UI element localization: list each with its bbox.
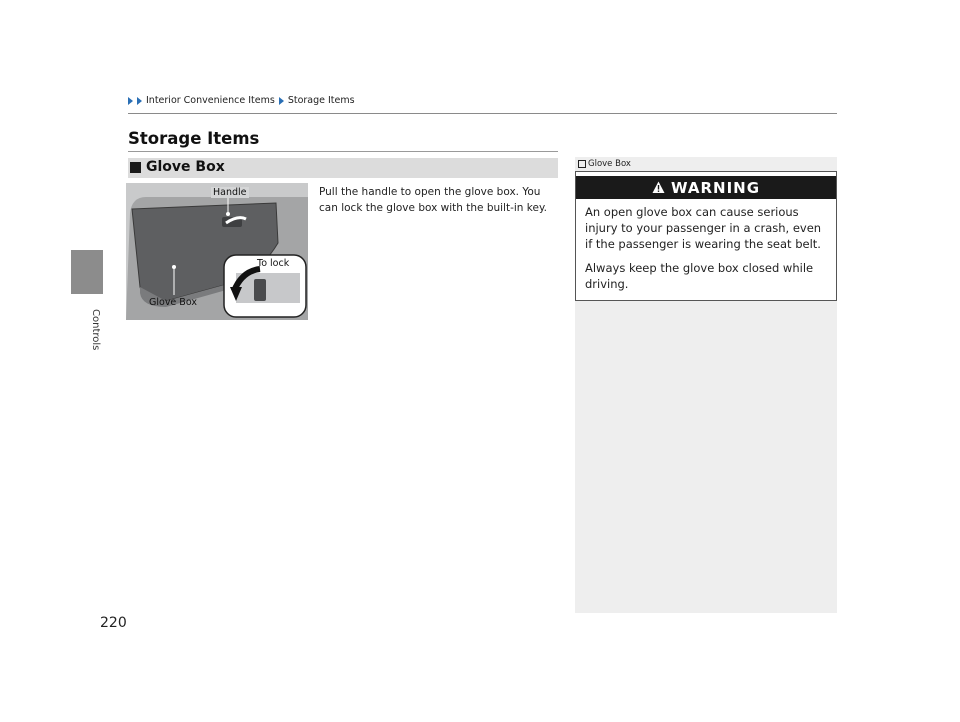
square-bullet-icon <box>130 162 141 173</box>
warning-text-2: Always keep the glove box closed while driving. <box>585 261 814 291</box>
breadcrumb-parent[interactable]: Interior Convenience Items <box>146 95 275 106</box>
glove-box-illustration <box>126 183 308 320</box>
section-body-text: Pull the handle to open the glove box. You can lock the glove box with the built-in key. <box>319 186 548 214</box>
title-divider <box>128 151 558 152</box>
sidebar-reference-label: Glove Box <box>588 159 631 169</box>
warning-triangle-icon <box>652 181 665 194</box>
sidebar-reference <box>578 159 631 169</box>
breadcrumb-arrow-icon <box>128 97 133 105</box>
breadcrumb-arrow-icon <box>137 97 142 105</box>
label-glove-box: Glove Box <box>149 297 197 308</box>
warning-text-1: An open glove box can cause serious injury to your passenger in a crash, even if the passenger is wearing the seat belt. <box>585 205 822 251</box>
warning-title: WARNING <box>670 178 761 197</box>
reference-icon <box>578 160 586 168</box>
side-tab-label: Controls <box>90 309 101 351</box>
warning-box <box>575 171 837 301</box>
page-number: 220 <box>100 615 127 631</box>
section-heading-text: Glove Box <box>146 159 225 175</box>
breadcrumb-current[interactable]: Storage Items <box>287 95 355 106</box>
label-handle: Handle <box>213 187 247 198</box>
breadcrumb-arrow-icon <box>279 97 284 105</box>
section-heading <box>130 159 225 175</box>
page-title: Storage Items <box>128 129 260 148</box>
header-divider <box>128 113 837 114</box>
warning-header <box>576 176 836 199</box>
label-to-lock: To lock <box>257 258 290 269</box>
side-tab <box>71 250 103 294</box>
breadcrumb <box>128 95 355 106</box>
